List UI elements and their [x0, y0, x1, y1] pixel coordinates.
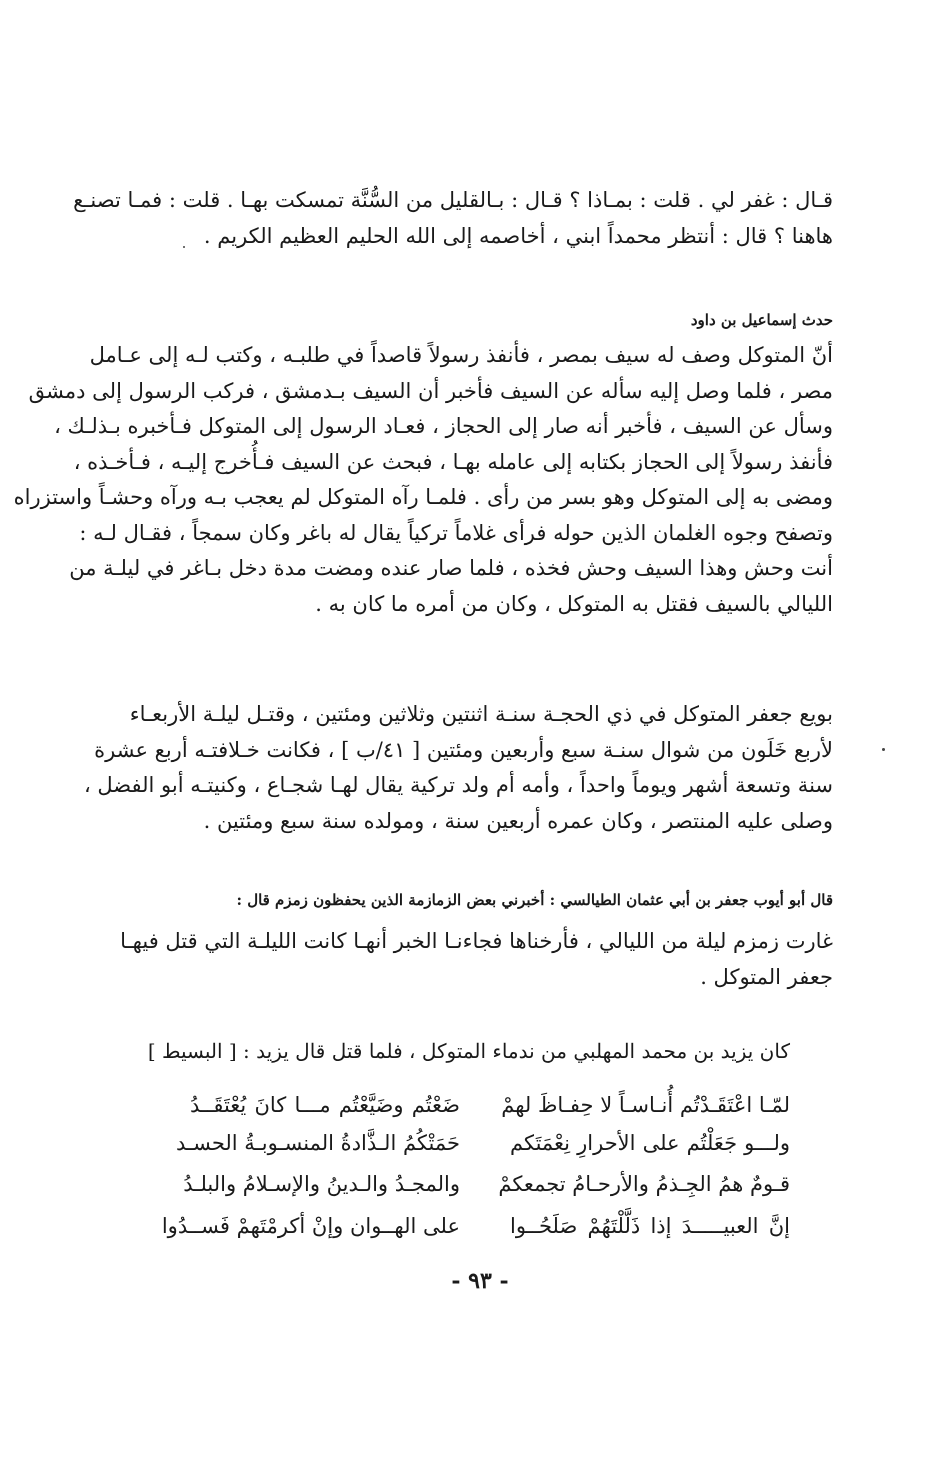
- verse-second-hemistich: على الهــوان وإنْ أكرمْتَهمْ فَســدُوا: [161, 1214, 460, 1238]
- paragraph-line: بويع جعفر المتوكل في ذي الحجـة سنـة اثنتين وثلاثين ومئتين ، وقتـل ليلـة الأربعـاء: [129, 702, 833, 726]
- paragraph-4: [120, 924, 833, 995]
- verse-second-hemistich: حَمَتْكُمُ الـذَّادةُ المنسـوبـةُ الحسـد: [175, 1131, 460, 1155]
- scan-speck: [183, 246, 185, 248]
- paragraph-line: سنة وتسعة أشهر ويوماً واحداً ، وأمه أم ولد تركية يقال لهـا شجـاع ، وكنيتـه أبو الفضل ،: [83, 773, 833, 797]
- paragraph-line: لأربع خَلَون من شوال سنـة سبع وأربعين ومئتين [ ٤١/ب ] ، فكانت خـلافتـه أربع عشرة: [94, 737, 833, 762]
- paragraph-line: فأنفذ رسولاً إلى الحجاز بكتابه إلى عامله بهـا ، فبحث عن السيف فـأُخرج إليـه ، فـأخـذه ،: [73, 449, 833, 474]
- section-heading: حدث إسماعيل بن داود: [690, 311, 833, 329]
- verse-first-hemistich: لمّـا اعْتَقَـدْتُم أُنـاسـاً لا حِفـاظَ لهمْ: [501, 1093, 790, 1117]
- paragraph-line: جعفر المتوكل .: [700, 964, 833, 989]
- paragraph-line: وصلى عليه المنتصر ، وكان عمره أربعين سنة ، ومولده سنة سبع ومئتين .: [203, 808, 833, 833]
- paragraph-line: وتصفح وجوه الغلمان الذين حوله فرأى غلاماً تركياً يقال له باغر وكان سمجاً ، فقـال لـه :: [79, 520, 833, 545]
- poem-verse: [183, 1167, 790, 1201]
- poem-verse: [161, 1209, 790, 1243]
- paragraph-line: هاهنا ؟ قال : أنتظر محمداً ابني ، أخاصمه إلى الله الحليم العظيم الكريم .: [203, 223, 833, 248]
- paragraph-line: أنت وحش وهذا السيف وحش فخذه ، فلما صار عنده ومضت مدة دخل بـاغر في ليلـة من: [69, 556, 833, 580]
- paragraph-line: وسأل عن السيف ، فأخبر أنه صار إلى الحجاز ، فعـاد الرسول إلى المتوكل فـأخبره بـذلـك ،: [54, 414, 833, 438]
- verse-second-hemistich: والمجـدُ والـدينُ والإسـلامُ والبلـدُ: [183, 1172, 460, 1196]
- verse-first-hemistich: قـومٌ همُ الجِـذمُ والأرحـامُ تجمعكمْ: [498, 1172, 790, 1196]
- verse-first-hemistich: ولـــو جَعَلْتُم على الأحرارِ نِعْمَتَكم: [510, 1131, 790, 1155]
- poem-verse: [175, 1126, 790, 1160]
- paragraph-2: [13, 338, 833, 622]
- paragraph-3: [83, 697, 833, 839]
- verse-second-hemistich: ضَعْتُم وضَيَّعْتُم مـــا كانَ يُعْتَقَــدُ: [190, 1093, 460, 1117]
- paragraph-line: أنّ المتوكل وصف له سيف بمصر ، فأنفذ رسولاً قاصداً في طلبـه ، وكتب لـه إلى عـامل: [89, 343, 833, 367]
- paragraph-line: ومضى به إلى المتوكل وهو بسر من رأى . فلمـا رآه المتوكل لم يعجب بـه ورآه وحشـاً واستزراه: [13, 485, 833, 509]
- poem-verse: [190, 1088, 790, 1122]
- paragraph-line: مصر ، فلما وصل إليه سأله عن السيف فأخبر أن السيف بـدمشق ، فركب الرسول إلى دمشق: [28, 378, 833, 403]
- verse-first-hemistich: إنَّ العبيـــــدَ إذا ذَلَّلْتَهُمْ صَلَحُــوا: [510, 1214, 790, 1238]
- section-heading: قال أبو أيوب جعفر بن أبي عثمان الطيالسي : أخبرني بعض الزمازمة الذين يحفظون زمزم قال :: [236, 891, 833, 909]
- paragraph-line: قـال : غفر لي . قلت : بمـاذا ؟ قـال : بـالقليل من السُّنَّة تمسكت بهـا . قلت : فمـا تصنـع: [73, 188, 833, 212]
- page-number: - ٩٣ -: [451, 1268, 509, 1294]
- paragraph-1: [73, 183, 833, 254]
- scan-speck: [882, 748, 885, 751]
- poem-intro: كان يزيد بن محمد المهلبي من ندماء المتوكل ، فلما قتل قال يزيد : [ البسيط ]: [147, 1039, 790, 1063]
- paragraph-line: الليالي بالسيف فقتل به المتوكل ، وكان من أمره ما كان به .: [315, 591, 833, 616]
- paragraph-line: غارت زمزم ليلة من الليالي ، فأرخناها فجاءنـا الخبر أنهـا كانت الليلـة التي قتل فيهـا: [120, 929, 833, 953]
